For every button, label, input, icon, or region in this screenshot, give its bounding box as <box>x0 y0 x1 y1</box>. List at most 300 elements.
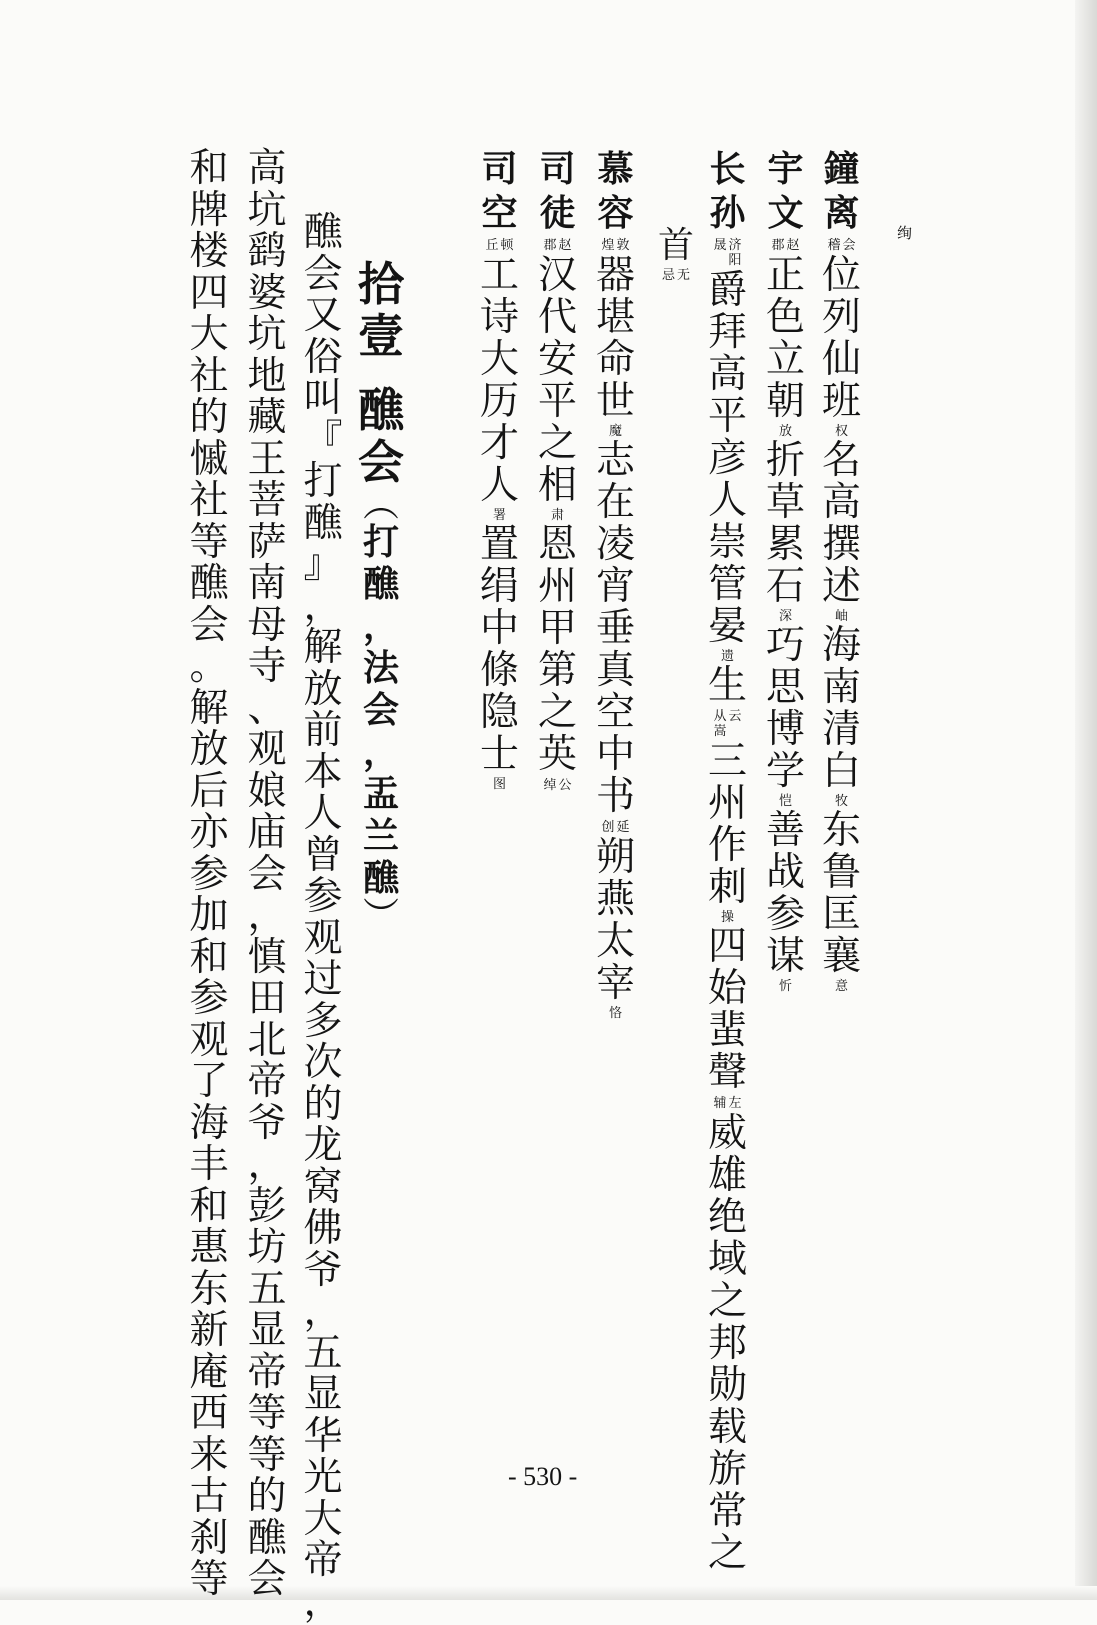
prose-char: 的 <box>189 395 229 440</box>
section-title <box>358 257 404 937</box>
verse-text <box>596 255 635 423</box>
prose-char: 显 <box>303 1372 343 1417</box>
page-number: - 530 - <box>508 1462 578 1491</box>
prose-char: 的 <box>303 1081 343 1127</box>
verse-text-char: 参 <box>766 892 806 937</box>
annotation-pair <box>771 238 799 253</box>
verse-text <box>708 741 747 909</box>
section-subtitle-char: 盂 <box>362 774 399 815</box>
verse-text-char: 高 <box>822 480 862 525</box>
verse-text-char: 名 <box>822 438 862 483</box>
verse-text-char: 诗 <box>480 295 520 340</box>
annotation: 魔 <box>609 424 623 439</box>
verse-text-char: 蜚 <box>708 1008 748 1053</box>
prose-char: 帝 <box>247 1349 287 1395</box>
verse-text-char: 战 <box>766 850 806 895</box>
surname-label-char: 空 <box>481 193 518 234</box>
verse-text <box>766 440 805 608</box>
prose-char: 寺 <box>247 644 287 689</box>
annotation-left-char: 晟 <box>713 238 727 253</box>
prose-char: 会 <box>247 1557 287 1602</box>
surname-label <box>824 148 860 236</box>
prose-char: 醮 <box>189 561 229 606</box>
verse-text-char: 州 <box>538 564 578 609</box>
prose-char: ， <box>247 1142 287 1187</box>
poem-column <box>596 148 635 1022</box>
section-name-char: 会 <box>358 435 404 489</box>
prose-char: ， <box>303 583 343 629</box>
annotation-right-char: 无 <box>677 268 691 283</box>
verse-text-char: 巧 <box>766 623 806 668</box>
verse-text-char: 平 <box>538 379 578 424</box>
prose-char: 打 <box>303 459 343 504</box>
prose-char: 刹 <box>189 1515 229 1561</box>
verse-text-char: 人 <box>480 463 520 508</box>
verse-text-char: 之 <box>538 421 578 466</box>
annotation-right-char: 顿 <box>500 238 514 253</box>
prose-char: 爷 <box>247 1100 287 1146</box>
prose-char: ， <box>303 1579 343 1625</box>
verse-text-char: 撰 <box>822 522 862 567</box>
prose-char: 『 <box>303 417 343 463</box>
annotation: 牧 <box>835 794 849 809</box>
poem-column <box>538 148 577 795</box>
prose-char: 等 <box>247 1391 287 1436</box>
verse-text-char: 累 <box>766 522 806 567</box>
surname-label-char: 容 <box>597 193 634 234</box>
prose-char: 前 <box>303 708 343 753</box>
surname-label <box>768 148 804 236</box>
annotation-left <box>543 778 556 793</box>
poem-column <box>822 148 861 995</box>
surname-label-char: 徒 <box>539 193 576 234</box>
verse-text-char: 平 <box>708 394 748 439</box>
section-subtitle-char: 法 <box>362 648 399 689</box>
verse-text-char: 志 <box>596 438 636 483</box>
annotation: 意 <box>835 979 849 994</box>
poem-column <box>766 148 805 995</box>
annotation-right-char: 敦 <box>616 238 630 253</box>
verse-text-char: 凌 <box>596 522 636 567</box>
verse-text-char: 拜 <box>708 310 748 355</box>
prose-char: 显 <box>247 1308 287 1353</box>
prose-char: ， <box>247 893 287 938</box>
poem-column <box>708 148 747 1575</box>
annotation-left <box>662 268 675 283</box>
annotation-left <box>601 238 614 253</box>
annotation: 恪 <box>609 1006 623 1021</box>
section-subtitle-char: 醮 <box>362 564 399 605</box>
verse-text-char: 旂 <box>708 1447 748 1492</box>
prose-column <box>186 148 232 1601</box>
prose-char: 庙 <box>247 810 287 855</box>
verse-text-char: 朔 <box>596 835 636 880</box>
prose-char: 加 <box>189 893 229 938</box>
prose-char: 牌 <box>189 187 229 233</box>
annotation-pair <box>713 709 741 739</box>
verse-text-char: 清 <box>822 707 862 752</box>
prose-char: 放 <box>189 727 229 772</box>
annotation-left <box>771 238 784 253</box>
prose-char: 又 <box>303 293 343 338</box>
prose-char: 本 <box>303 749 343 795</box>
verse-text-char: 班 <box>822 379 862 424</box>
page-edge-bottom <box>0 1586 1097 1600</box>
verse-text <box>708 665 747 707</box>
prose-char: 帝 <box>247 1059 287 1104</box>
verse-text-char: 匡 <box>822 892 862 937</box>
verse-text-char: 列 <box>822 295 862 340</box>
annotation: 署 <box>493 508 507 523</box>
verse-text-char: 晏 <box>708 604 748 649</box>
annotation-pair <box>713 1096 741 1111</box>
prose-char: 亦 <box>189 810 229 855</box>
surname-label-char: 文 <box>767 193 804 234</box>
surname-label <box>540 148 576 236</box>
verse-text-char: 思 <box>766 665 806 710</box>
annotation-left-char: 郡 <box>771 238 785 253</box>
annotation: 图 <box>493 777 507 792</box>
section-subtitle-char: ， <box>362 732 399 773</box>
verse-text-char: 甲 <box>538 606 578 651</box>
annotation-right <box>729 1096 742 1111</box>
prose-char: 娘 <box>247 768 287 814</box>
prose-char: 解 <box>189 685 229 731</box>
annotation-left-char: 从 <box>713 709 727 724</box>
prose-char: 四 <box>189 270 229 316</box>
verse-text-char: 器 <box>596 253 636 298</box>
verse-text <box>822 440 861 608</box>
prose-char: 解 <box>303 625 343 670</box>
prose-char: 了 <box>189 1059 229 1104</box>
verse-text <box>766 810 805 978</box>
verse-text-char: 鲁 <box>822 850 862 895</box>
section-number <box>358 258 404 362</box>
prose-char: 观 <box>303 915 343 961</box>
annotation: 权 <box>835 424 849 439</box>
surname-label-char: 长 <box>709 149 746 190</box>
verse-text-char: 相 <box>538 463 578 508</box>
prose-char: 西 <box>189 1391 229 1436</box>
annotation-left-char: 嵩 <box>713 724 727 739</box>
verse-text-char: 绢 <box>480 564 520 609</box>
prose-char: 五 <box>247 1266 287 1312</box>
verse-text-char: 南 <box>822 665 862 710</box>
prose-char: 五 <box>303 1330 343 1376</box>
annotation-right <box>559 778 572 793</box>
annotation: 恺 <box>779 794 793 809</box>
section-subtitle-char: 兰 <box>362 816 399 857</box>
verse-text-char: 恩 <box>538 522 578 567</box>
prose-char: 会 <box>303 251 343 297</box>
annotation-right-char: 公 <box>558 778 572 793</box>
prose-char: 佛 <box>303 1206 343 1251</box>
verse-text <box>766 625 805 793</box>
prose-char: 东 <box>189 1266 229 1312</box>
section-subtitle-char: 醮 <box>362 858 399 899</box>
verse-text <box>822 255 861 423</box>
annotation-left-char: 丘 <box>485 238 499 253</box>
verse-text-char: 條 <box>480 648 520 693</box>
prose-char: 北 <box>247 1017 287 1063</box>
prose-char: 和 <box>189 146 229 191</box>
poem-column <box>480 148 519 793</box>
section-name-char: 醮 <box>358 383 404 437</box>
verse-text-char: 真 <box>596 648 636 693</box>
annotation-right <box>843 238 856 253</box>
annotation-right-char: 赵 <box>558 238 572 253</box>
prose-char: 彭 <box>247 1183 287 1229</box>
surname-label-char: 孙 <box>709 193 746 234</box>
annotation-right <box>787 238 800 253</box>
verse-text <box>538 524 577 776</box>
prose-char: 楼 <box>189 229 229 274</box>
verse-text <box>766 255 805 423</box>
prose-column <box>300 212 346 1623</box>
annotation-left <box>713 1096 726 1111</box>
verse-text <box>480 524 519 776</box>
verse-text-char: 博 <box>766 707 806 752</box>
annotation-left-char: 辅 <box>713 1096 727 1111</box>
prose-char: 庵 <box>189 1349 229 1395</box>
verse-text-char: 人 <box>708 478 748 523</box>
prose-char: 坑 <box>247 187 287 233</box>
verse-text-char: 高 <box>708 352 748 397</box>
verse-text-char: 聲 <box>708 1050 748 1095</box>
prose-char: 大 <box>189 312 229 357</box>
verse-text-char: 中 <box>480 606 520 651</box>
prose-char: 菩 <box>247 478 287 523</box>
annotation-left <box>713 709 726 739</box>
verse-text-char: 书 <box>596 774 636 819</box>
annotation-left <box>485 238 498 253</box>
verse-text-char: 仙 <box>822 337 862 382</box>
prose-char: 田 <box>247 976 287 1021</box>
shou-char: 首 <box>658 225 695 266</box>
prose-char: 社 <box>189 353 229 399</box>
paren-open: ︵ <box>362 484 399 525</box>
prose-char: 过 <box>303 957 343 1002</box>
annotation-pair <box>601 820 629 835</box>
verse-text-char: 大 <box>480 337 520 382</box>
verse-text-char: 才 <box>480 421 520 466</box>
verse-text <box>538 255 577 507</box>
prose-char: 观 <box>247 727 287 772</box>
verse-text-char: 载 <box>708 1405 748 1450</box>
verse-text-char: 汉 <box>538 253 578 298</box>
section-subtitle-char: ， <box>362 606 399 647</box>
verse-text-char: 历 <box>480 379 520 424</box>
annotation-left <box>543 238 556 253</box>
prose-char: ， <box>303 1289 343 1334</box>
verse-text-char: 宰 <box>596 961 636 1006</box>
annotation-right <box>677 268 690 283</box>
verse-text-char: 崇 <box>708 520 748 565</box>
prose-char: 慎 <box>247 934 287 980</box>
verse-text-char: 朝 <box>766 379 806 424</box>
verse-text-char: 工 <box>480 253 520 298</box>
verse-text-char: 三 <box>708 739 748 784</box>
verse-text-char: 太 <box>596 919 636 964</box>
prose-char: 。 <box>189 644 229 689</box>
prose-char: 光 <box>303 1455 343 1500</box>
surname-label-char: 宇 <box>767 149 804 190</box>
prose-char: 华 <box>303 1413 343 1459</box>
section-subtitle-char: 会 <box>362 690 399 731</box>
annotation-right-char: 云 <box>728 709 742 724</box>
prose-char: 等 <box>189 519 229 565</box>
annotation: 深 <box>779 609 793 624</box>
verse-text <box>822 810 861 978</box>
surname-label <box>598 148 634 236</box>
verse-text-char: 邦 <box>708 1321 748 1366</box>
verse-text-char: 色 <box>766 295 806 340</box>
verse-text <box>708 1113 747 1575</box>
previous-page-note: 绚 <box>897 224 913 242</box>
verse-text-char: 述 <box>822 564 862 609</box>
verse-text-char: 隐 <box>480 690 520 735</box>
prose-char: 参 <box>189 851 229 897</box>
prose-char: 王 <box>247 436 287 482</box>
prose-char: 高 <box>247 146 287 191</box>
page-edge <box>1075 0 1097 1600</box>
verse-text-char: 绝 <box>708 1195 748 1240</box>
verse-text-char: 彦 <box>708 436 748 481</box>
prose-char: 俗 <box>303 334 343 380</box>
verse-text-char: 垂 <box>596 606 636 651</box>
surname-label <box>482 148 518 236</box>
prose-char: 惠 <box>189 1225 229 1270</box>
verse-text <box>480 255 519 507</box>
prose-char: 大 <box>303 1496 343 1542</box>
verse-text-char: 之 <box>538 690 578 735</box>
verse-text-char: 士 <box>480 732 520 777</box>
annotation-pair <box>713 238 741 268</box>
annotation-right <box>559 238 572 253</box>
verse-text-char: 襄 <box>822 934 862 979</box>
annotation-pair <box>543 238 571 253</box>
verse-text-char: 之 <box>708 1279 748 1324</box>
prose-char: 曾 <box>303 832 343 878</box>
annotation: 放 <box>779 424 793 439</box>
verse-text-char: 安 <box>538 337 578 382</box>
verse-text-char: 谋 <box>766 934 806 979</box>
prose-char: 鹞 <box>247 229 287 274</box>
verse-text-char: 草 <box>766 480 806 525</box>
verse-text-char: 管 <box>708 562 748 607</box>
surname-label-char: 鐘 <box>823 149 860 190</box>
verse-text-char: 在 <box>596 480 636 525</box>
verse-text-char: 代 <box>538 295 578 340</box>
verse-text-char: 善 <box>766 808 806 853</box>
annotation: 忻 <box>779 979 793 994</box>
surname-label-char: 司 <box>481 149 518 190</box>
verse-text <box>596 837 635 1005</box>
verse-text-char: 石 <box>766 564 806 609</box>
prose-char: 古 <box>189 1474 229 1519</box>
verse-text-char: 之 <box>708 1531 748 1576</box>
prose-char: 参 <box>303 874 343 919</box>
prose-char: 会 <box>247 851 287 897</box>
annotation-left-char: 煌 <box>601 238 615 253</box>
annotation: 肃 <box>551 508 565 523</box>
annotation: 岫 <box>835 609 849 624</box>
prose-char: 帝 <box>303 1538 343 1583</box>
annotation-pair <box>543 778 571 793</box>
section-subtitle-char: 打 <box>362 522 399 563</box>
verse-text-char: 空 <box>596 690 636 735</box>
prose-char: 母 <box>247 602 287 648</box>
prose-char: 和 <box>189 934 229 980</box>
verse-text-char: 堪 <box>596 295 636 340</box>
verse-text-char: 海 <box>822 623 862 668</box>
annotation-right-char: 赵 <box>786 238 800 253</box>
prose-char: 』 <box>303 542 343 587</box>
verse-text-char: 威 <box>708 1111 748 1156</box>
verse-text-char: 刺 <box>708 865 748 910</box>
surname-label <box>710 148 746 236</box>
prose-char: 等 <box>189 1557 229 1602</box>
verse-text-char: 燕 <box>596 877 636 922</box>
annotation-left <box>827 238 840 253</box>
prose-char: 人 <box>303 791 343 836</box>
verse-text-char: 作 <box>708 823 748 868</box>
annotation-right <box>729 709 742 739</box>
annotation-right <box>729 238 742 268</box>
verse-text <box>708 270 747 648</box>
prose-char: 海 <box>189 1100 229 1146</box>
prose-char: 丰 <box>189 1142 229 1187</box>
prose-char: 后 <box>189 768 229 814</box>
prose-char: 次 <box>303 1040 343 1085</box>
annotation-left <box>601 820 614 835</box>
annotation: 操 <box>721 910 735 925</box>
prose-char: 南 <box>247 561 287 606</box>
verse-text <box>596 440 635 818</box>
prose-char: 等 <box>247 1432 287 1478</box>
annotation-right-char: 延 <box>616 820 630 835</box>
annotation-left-char: 忌 <box>661 268 675 283</box>
surname-label-char: 离 <box>823 193 860 234</box>
prose-char: 坑 <box>247 312 287 357</box>
verse-text-char: 勋 <box>708 1363 748 1408</box>
verse-text-char: 正 <box>766 253 806 298</box>
prose-char: 新 <box>189 1308 229 1353</box>
prose-char: 来 <box>189 1432 229 1478</box>
prose-char: 醮 <box>247 1515 287 1561</box>
section-subtitle <box>363 522 399 900</box>
verse-text-char: 英 <box>538 732 578 777</box>
prose-char: 观 <box>189 1017 229 1063</box>
verse-text-char: 州 <box>708 781 748 826</box>
verse-text-char: 位 <box>822 253 862 298</box>
verse-text <box>822 625 861 793</box>
prose-char: 会 <box>189 602 229 648</box>
prose-char: 的 <box>247 1474 287 1519</box>
annotation-right <box>617 820 630 835</box>
surname-label-char: 司 <box>539 149 576 190</box>
verse-text-char: 爵 <box>708 268 748 313</box>
prose-char: 藏 <box>247 395 287 440</box>
verse-text-char: 始 <box>708 966 748 1011</box>
verse-text-char: 生 <box>708 663 748 708</box>
verse-text-char: 常 <box>708 1489 748 1534</box>
annotation: 遗 <box>721 649 735 664</box>
prose-char: 多 <box>303 998 343 1044</box>
prose-char: 放 <box>303 666 343 712</box>
prose-char: 龙 <box>303 1123 343 1168</box>
prose-char: 醮 <box>303 500 343 546</box>
